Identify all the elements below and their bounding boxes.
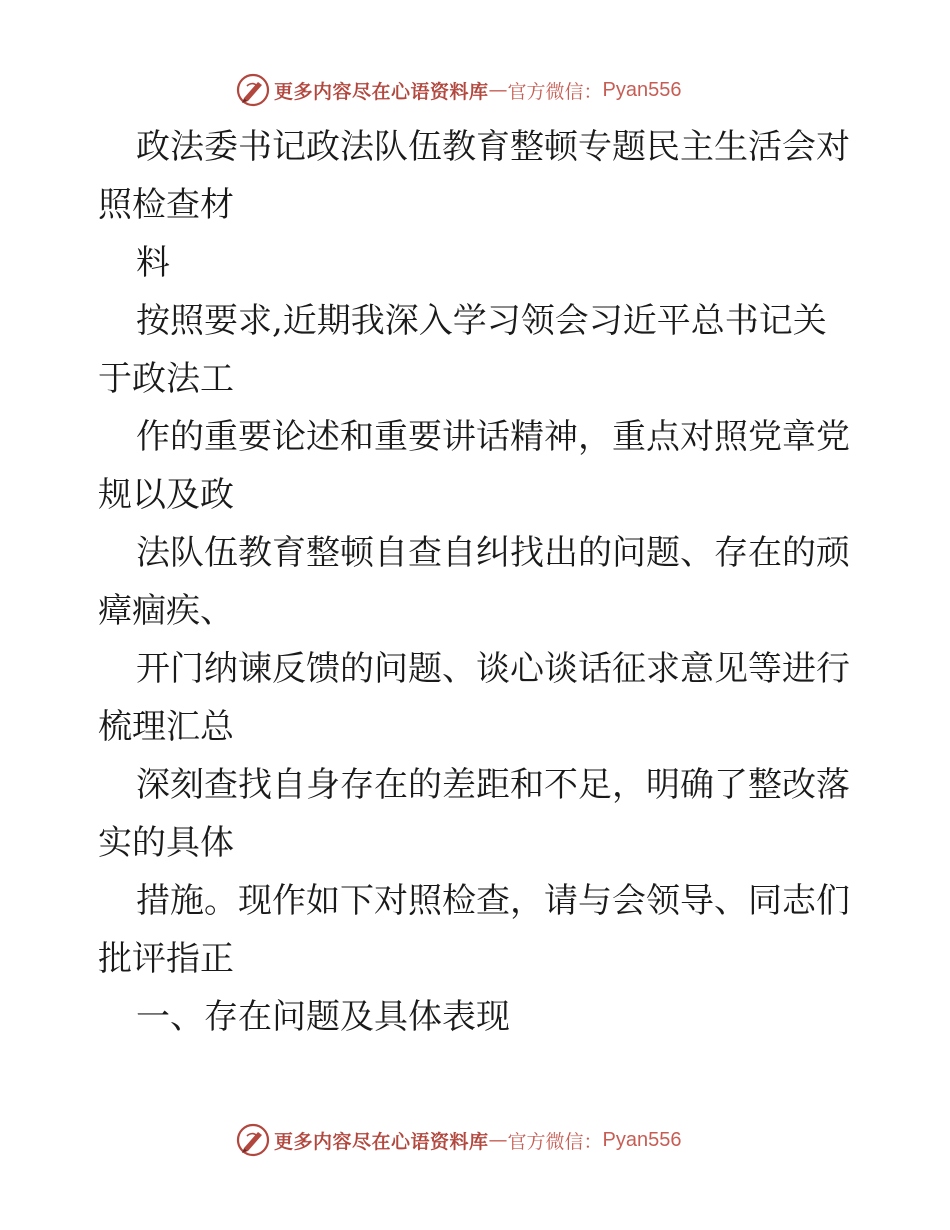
watermark-separator: —: [488, 1129, 508, 1151]
paragraph-line: 作的重要论述和重要讲话精神，重点对照党章党: [136, 417, 850, 457]
paragraph-line: 按照要求,近期我深入学习领会习近平总书记关: [136, 301, 827, 341]
paragraph-line: 深刻查找自身存在的差距和不足，明确了整改落: [136, 765, 850, 805]
header-watermark: [236, 73, 682, 107]
watermark-text: 更多内容尽在心语资料库: [274, 80, 489, 103]
paragraph-line: 于政法工: [98, 359, 234, 399]
section-heading: 一、存在问题及具体表现: [136, 997, 510, 1037]
paragraph-line: 开门纳谏反馈的问题、谈心谈话征求意见等进行: [136, 649, 850, 689]
paragraph-line: 梳理汇总: [98, 707, 234, 747]
paragraph-line: 实的具体: [98, 823, 234, 863]
title-line-2: 照检查材: [98, 185, 234, 225]
document-body: [98, 118, 858, 1046]
watermark-wechat-id: Pyan556: [602, 1128, 682, 1151]
paragraph-line: 法队伍教育整顿自查自纠找出的问题、存在的顽: [136, 533, 850, 573]
watermark-separator: —: [488, 79, 508, 101]
pen-logo-icon: [236, 1123, 270, 1157]
paragraph-line: 措施。现作如下对照检查，请与会领导、同志们: [136, 881, 850, 921]
watermark-wechat-id: Pyan556: [602, 78, 682, 101]
title-line-3: 料: [136, 243, 170, 283]
paragraph-line: 瘴痼疾、: [98, 591, 234, 631]
footer-watermark: [236, 1123, 682, 1157]
watermark-wechat-label: 官方微信：: [507, 1130, 603, 1153]
title-line-1: 政法委书记政法队伍教育整顿专题民主生活会对: [136, 127, 850, 167]
paragraph-line: 规以及政: [98, 475, 234, 515]
watermark-wechat-label: 官方微信：: [507, 80, 603, 103]
watermark-text: 更多内容尽在心语资料库: [274, 1130, 489, 1153]
pen-logo-icon: [236, 73, 270, 107]
paragraph-line: 批评指正: [98, 939, 234, 979]
